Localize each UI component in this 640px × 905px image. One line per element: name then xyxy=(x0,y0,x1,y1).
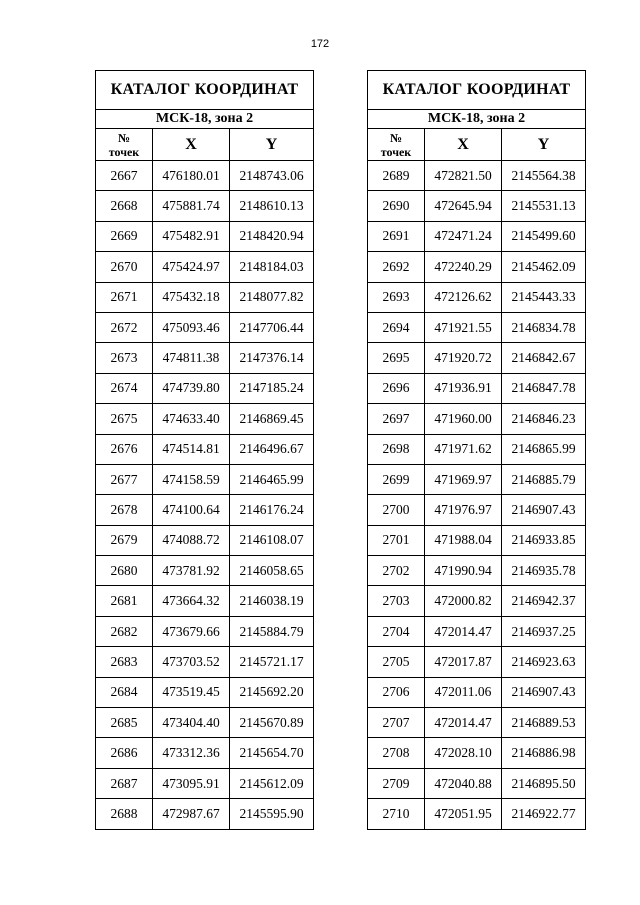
x-coordinate-cell: 473664.32 xyxy=(153,586,230,616)
y-coordinate-cell: 2146847.78 xyxy=(502,373,586,403)
y-coordinate-cell: 2146465.99 xyxy=(230,464,314,494)
y-coordinate-cell: 2148077.82 xyxy=(230,282,314,312)
point-number-cell: 2710 xyxy=(368,799,425,829)
x-coordinate-cell: 472051.95 xyxy=(425,799,502,829)
column-header-number-symbol: № xyxy=(389,130,403,145)
x-coordinate-cell: 471920.72 xyxy=(425,343,502,373)
table-row xyxy=(368,312,586,342)
x-coordinate-cell: 474811.38 xyxy=(153,343,230,373)
table-row xyxy=(368,282,586,312)
point-number-cell: 2704 xyxy=(368,616,425,646)
x-coordinate-cell: 471936.91 xyxy=(425,373,502,403)
x-coordinate-cell: 471990.94 xyxy=(425,556,502,586)
point-number-cell: 2686 xyxy=(96,738,153,768)
x-coordinate-cell: 475881.74 xyxy=(153,191,230,221)
x-coordinate-cell: 473519.45 xyxy=(153,677,230,707)
y-coordinate-cell: 2148610.13 xyxy=(230,191,314,221)
table-row xyxy=(96,404,314,434)
table-row xyxy=(368,616,586,646)
y-coordinate-cell: 2146935.78 xyxy=(502,556,586,586)
point-number-cell: 2702 xyxy=(368,556,425,586)
point-number-cell: 2699 xyxy=(368,464,425,494)
y-coordinate-cell: 2145595.90 xyxy=(230,799,314,829)
y-coordinate-cell: 2146923.63 xyxy=(502,647,586,677)
x-coordinate-cell: 472126.62 xyxy=(425,282,502,312)
y-coordinate-cell: 2146889.53 xyxy=(502,708,586,738)
point-number-cell: 2667 xyxy=(96,161,153,191)
y-coordinate-cell: 2146176.24 xyxy=(230,495,314,525)
page-number: 172 xyxy=(310,38,330,50)
table-row xyxy=(96,556,314,586)
point-number-cell: 2696 xyxy=(368,373,425,403)
point-number-cell: 2688 xyxy=(96,799,153,829)
y-coordinate-cell: 2145654.70 xyxy=(230,738,314,768)
x-coordinate-cell: 471969.97 xyxy=(425,464,502,494)
y-coordinate-cell: 2147376.14 xyxy=(230,343,314,373)
column-header-x: X xyxy=(425,129,502,161)
column-header-y: Y xyxy=(230,129,314,161)
point-number-cell: 2669 xyxy=(96,221,153,251)
x-coordinate-cell: 475424.97 xyxy=(153,252,230,282)
y-coordinate-cell: 2146842.67 xyxy=(502,343,586,373)
point-number-cell: 2670 xyxy=(96,252,153,282)
point-number-cell: 2701 xyxy=(368,525,425,555)
table-row xyxy=(368,677,586,707)
x-coordinate-cell: 475093.46 xyxy=(153,312,230,342)
y-coordinate-cell: 2145670.89 xyxy=(230,708,314,738)
table-row xyxy=(368,708,586,738)
table-row xyxy=(368,252,586,282)
x-coordinate-cell: 472028.10 xyxy=(425,738,502,768)
table-row xyxy=(368,161,586,191)
y-coordinate-cell: 2146922.77 xyxy=(502,799,586,829)
y-coordinate-cell: 2146869.45 xyxy=(230,404,314,434)
table-row xyxy=(368,191,586,221)
x-coordinate-cell: 473781.92 xyxy=(153,556,230,586)
point-number-cell: 2676 xyxy=(96,434,153,464)
table-row xyxy=(368,586,586,616)
y-coordinate-cell: 2146834.78 xyxy=(502,312,586,342)
coordinate-table-left xyxy=(95,70,314,830)
x-coordinate-cell: 474633.40 xyxy=(153,404,230,434)
point-number-cell: 2692 xyxy=(368,252,425,282)
y-coordinate-cell: 2146895.50 xyxy=(502,768,586,798)
table-subtitle: МСК-18, зона 2 xyxy=(368,110,586,129)
y-coordinate-cell: 2146865.99 xyxy=(502,434,586,464)
column-header-point-number xyxy=(96,129,153,161)
table-row xyxy=(96,282,314,312)
y-coordinate-cell: 2148743.06 xyxy=(230,161,314,191)
y-coordinate-cell: 2145531.13 xyxy=(502,191,586,221)
table-row xyxy=(96,616,314,646)
x-coordinate-cell: 474158.59 xyxy=(153,464,230,494)
point-number-cell: 2672 xyxy=(96,312,153,342)
x-coordinate-cell: 472645.94 xyxy=(425,191,502,221)
column-header-points-word: точек xyxy=(108,144,140,159)
y-coordinate-cell: 2148420.94 xyxy=(230,221,314,251)
table-row xyxy=(96,525,314,555)
point-number-cell: 2705 xyxy=(368,647,425,677)
table-row xyxy=(368,404,586,434)
x-coordinate-cell: 472040.88 xyxy=(425,768,502,798)
y-coordinate-cell: 2146942.37 xyxy=(502,586,586,616)
point-number-cell: 2687 xyxy=(96,768,153,798)
table-row xyxy=(96,677,314,707)
table-row xyxy=(96,434,314,464)
table-row xyxy=(96,647,314,677)
point-number-cell: 2694 xyxy=(368,312,425,342)
point-number-cell: 2693 xyxy=(368,282,425,312)
table-row xyxy=(96,768,314,798)
column-header-point-number xyxy=(368,129,425,161)
point-number-cell: 2706 xyxy=(368,677,425,707)
y-coordinate-cell: 2145692.20 xyxy=(230,677,314,707)
x-coordinate-cell: 474739.80 xyxy=(153,373,230,403)
table-row xyxy=(368,647,586,677)
x-coordinate-cell: 472471.24 xyxy=(425,221,502,251)
table-row xyxy=(368,495,586,525)
y-coordinate-cell: 2145462.09 xyxy=(502,252,586,282)
y-coordinate-cell: 2145612.09 xyxy=(230,768,314,798)
y-coordinate-cell: 2145564.38 xyxy=(502,161,586,191)
table-row xyxy=(96,373,314,403)
x-coordinate-cell: 471960.00 xyxy=(425,404,502,434)
x-coordinate-cell: 473679.66 xyxy=(153,616,230,646)
x-coordinate-cell: 471921.55 xyxy=(425,312,502,342)
table-row xyxy=(96,161,314,191)
x-coordinate-cell: 472017.87 xyxy=(425,647,502,677)
point-number-cell: 2684 xyxy=(96,677,153,707)
point-number-cell: 2682 xyxy=(96,616,153,646)
y-coordinate-cell: 2146058.65 xyxy=(230,556,314,586)
x-coordinate-cell: 471971.62 xyxy=(425,434,502,464)
point-number-cell: 2709 xyxy=(368,768,425,798)
point-number-cell: 2685 xyxy=(96,708,153,738)
x-coordinate-cell: 473703.52 xyxy=(153,647,230,677)
point-number-cell: 2679 xyxy=(96,525,153,555)
y-coordinate-cell: 2147706.44 xyxy=(230,312,314,342)
table-row xyxy=(96,738,314,768)
table-row xyxy=(368,343,586,373)
point-number-cell: 2683 xyxy=(96,647,153,677)
x-coordinate-cell: 472987.67 xyxy=(153,799,230,829)
y-coordinate-cell: 2146907.43 xyxy=(502,677,586,707)
table-row xyxy=(368,464,586,494)
point-number-cell: 2707 xyxy=(368,708,425,738)
x-coordinate-cell: 474514.81 xyxy=(153,434,230,464)
y-coordinate-cell: 2146907.43 xyxy=(502,495,586,525)
y-coordinate-cell: 2146933.85 xyxy=(502,525,586,555)
column-header-number-symbol: № xyxy=(117,130,131,145)
y-coordinate-cell: 2146937.25 xyxy=(502,616,586,646)
x-coordinate-cell: 472240.29 xyxy=(425,252,502,282)
table-row xyxy=(96,221,314,251)
table-row xyxy=(96,312,314,342)
point-number-cell: 2690 xyxy=(368,191,425,221)
table-row xyxy=(96,495,314,525)
y-coordinate-cell: 2145443.33 xyxy=(502,282,586,312)
x-coordinate-cell: 475432.18 xyxy=(153,282,230,312)
column-header-y: Y xyxy=(502,129,586,161)
x-coordinate-cell: 472821.50 xyxy=(425,161,502,191)
table-row xyxy=(96,191,314,221)
y-coordinate-cell: 2145499.60 xyxy=(502,221,586,251)
table-subtitle: МСК-18, зона 2 xyxy=(96,110,314,129)
table-row xyxy=(368,799,586,829)
y-coordinate-cell: 2148184.03 xyxy=(230,252,314,282)
table-row xyxy=(96,464,314,494)
coordinate-table-right xyxy=(367,70,586,830)
table-row xyxy=(96,252,314,282)
table-row xyxy=(96,343,314,373)
point-number-cell: 2697 xyxy=(368,404,425,434)
table-row xyxy=(368,434,586,464)
table-row xyxy=(368,221,586,251)
point-number-cell: 2681 xyxy=(96,586,153,616)
point-number-cell: 2695 xyxy=(368,343,425,373)
x-coordinate-cell: 471976.97 xyxy=(425,495,502,525)
table-row xyxy=(96,799,314,829)
point-number-cell: 2703 xyxy=(368,586,425,616)
point-number-cell: 2671 xyxy=(96,282,153,312)
y-coordinate-cell: 2146496.67 xyxy=(230,434,314,464)
y-coordinate-cell: 2147185.24 xyxy=(230,373,314,403)
x-coordinate-cell: 473095.91 xyxy=(153,768,230,798)
x-coordinate-cell: 473404.40 xyxy=(153,708,230,738)
point-number-cell: 2674 xyxy=(96,373,153,403)
y-coordinate-cell: 2146885.79 xyxy=(502,464,586,494)
point-number-cell: 2691 xyxy=(368,221,425,251)
point-number-cell: 2668 xyxy=(96,191,153,221)
column-header-x: X xyxy=(153,129,230,161)
table-row xyxy=(368,768,586,798)
y-coordinate-cell: 2146846.23 xyxy=(502,404,586,434)
point-number-cell: 2678 xyxy=(96,495,153,525)
table-title: КАТАЛОГ КООРДИНАТ xyxy=(368,71,586,110)
y-coordinate-cell: 2145721.17 xyxy=(230,647,314,677)
y-coordinate-cell: 2146108.07 xyxy=(230,525,314,555)
point-number-cell: 2689 xyxy=(368,161,425,191)
point-number-cell: 2673 xyxy=(96,343,153,373)
x-coordinate-cell: 472014.47 xyxy=(425,616,502,646)
point-number-cell: 2677 xyxy=(96,464,153,494)
point-number-cell: 2708 xyxy=(368,738,425,768)
point-number-cell: 2680 xyxy=(96,556,153,586)
point-number-cell: 2698 xyxy=(368,434,425,464)
table-row xyxy=(368,525,586,555)
x-coordinate-cell: 474088.72 xyxy=(153,525,230,555)
y-coordinate-cell: 2146038.19 xyxy=(230,586,314,616)
x-coordinate-cell: 472011.06 xyxy=(425,677,502,707)
table-row xyxy=(368,373,586,403)
table-title: КАТАЛОГ КООРДИНАТ xyxy=(96,71,314,110)
x-coordinate-cell: 472014.47 xyxy=(425,708,502,738)
y-coordinate-cell: 2146886.98 xyxy=(502,738,586,768)
column-header-points-word: точек xyxy=(380,144,412,159)
x-coordinate-cell: 471988.04 xyxy=(425,525,502,555)
table-row xyxy=(368,556,586,586)
point-number-cell: 2700 xyxy=(368,495,425,525)
point-number-cell: 2675 xyxy=(96,404,153,434)
x-coordinate-cell: 474100.64 xyxy=(153,495,230,525)
x-coordinate-cell: 475482.91 xyxy=(153,221,230,251)
table-row xyxy=(96,708,314,738)
table-row xyxy=(96,586,314,616)
table-row xyxy=(368,738,586,768)
x-coordinate-cell: 476180.01 xyxy=(153,161,230,191)
x-coordinate-cell: 473312.36 xyxy=(153,738,230,768)
x-coordinate-cell: 472000.82 xyxy=(425,586,502,616)
y-coordinate-cell: 2145884.79 xyxy=(230,616,314,646)
